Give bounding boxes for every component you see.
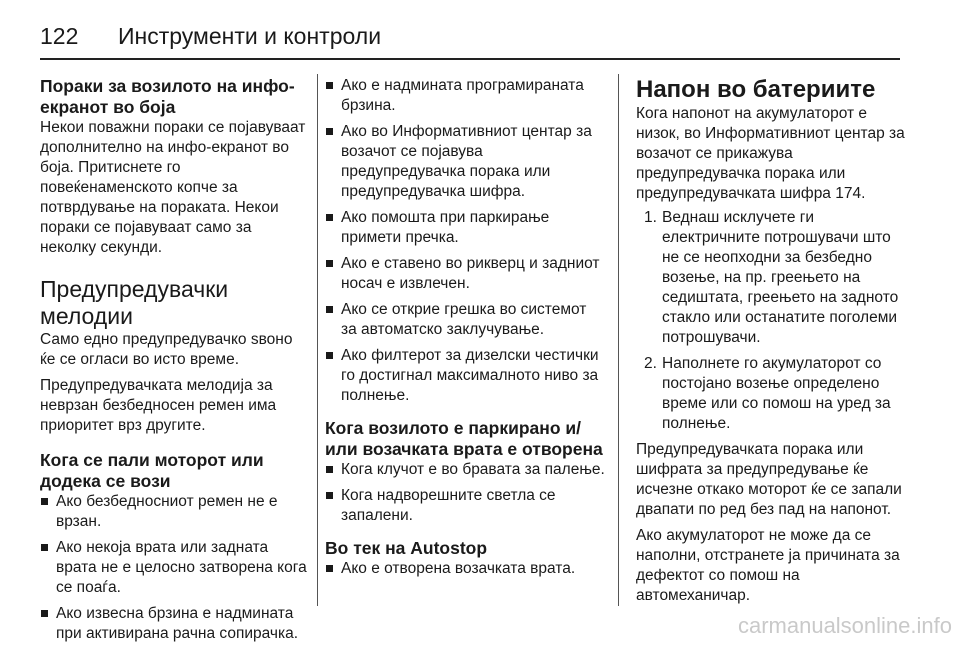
list-item: Кога надворешните светла се запалени.: [325, 486, 605, 526]
section-title-autostop: Во тек на Autostop: [325, 538, 488, 558]
numbered-list: [636, 208, 906, 434]
paragraph: Само едно предупредувачко ѕвоно ќе се огласи во исто време.: [40, 331, 293, 368]
section-title-driving: Кога се пали моторот или додека се вози: [40, 450, 264, 491]
section-title-messages: Пораки за возилото на инфо-екранот во боја: [40, 76, 295, 117]
list-item: Ако е отворена возачката врата.: [325, 559, 605, 579]
step-number: 2.: [644, 355, 657, 372]
column-right: [636, 76, 906, 606]
paragraph: Некои поважни пораки се појавуваат дополнително на инфо-екранот во боја. Притиснете го повеќенаменското копче за потврдување на пораката. Некои пораки се појавуваат само за неколку секунди.: [40, 119, 306, 256]
column-left: [40, 76, 308, 650]
list-item: Ако е ставено во рикверц и задниот носач е извлечен.: [325, 254, 605, 294]
bullet-list: [325, 559, 605, 579]
list-item: Ако во Информативниот центар за возачот се појавува предупредувачка порака или предупредувачка шифра.: [325, 122, 605, 202]
step-text: Наполнете го акумулаторот со постојано возење определено време или со помош на уред за полнење.: [662, 355, 891, 432]
column-divider: [317, 74, 318, 606]
list-item: Ако некоја врата или задната врата не е целосно затворена кога се поаѓа.: [40, 538, 308, 598]
bullet-list: [40, 492, 308, 644]
watermark: carmanualsonline.info: [737, 613, 952, 638]
list-item: Ако извесна брзина е надмината при активирана рачна сопирачка.: [40, 604, 308, 644]
section-title-battery-voltage: Напон во батериите: [636, 76, 876, 103]
list-item: [636, 354, 906, 434]
page-header: [40, 16, 900, 56]
paragraph: Ако акумулаторот не може да се наполни, отстранете ја причината за дефектот со помош на автомеханичар.: [636, 527, 900, 604]
section-title-parked: Кога возилото е паркирано и/или возачката врата е отворена: [325, 418, 603, 459]
list-item: Ако се открие грешка во системот за автоматско заклучување.: [325, 300, 605, 340]
page-number: 122: [40, 22, 79, 49]
bullet-list: [325, 76, 605, 406]
bullet-list: [325, 460, 605, 526]
list-item: Ако е надмината програмираната брзина.: [325, 76, 605, 116]
list-item: Ако безбедносниот ремен не е врзан.: [40, 492, 308, 532]
list-item: Кога клучот е во бравата за палење.: [325, 460, 605, 480]
step-text: Веднаш исклучете ги електричните потрошувачи што не се неопходни за безбедно возење, на пр. греењето на седиштата, греењето на задното стакло или останатите поголеми потрошувачи.: [662, 209, 899, 346]
step-number: 1.: [644, 209, 657, 226]
header-rule: [40, 58, 900, 60]
paragraph: Предупредувачката порака или шифрата за предупредување ќе исчезне откако моторот ќе се запали двапати по ред без пад на напонот.: [636, 441, 902, 518]
section-title-warning-chimes: Предупредувачки мелодии: [40, 276, 229, 329]
list-item: Ако филтерот за дизелски честички го достигнал максималното ниво за полнење.: [325, 346, 605, 406]
column-middle: [325, 76, 605, 585]
paragraph: Кога напонот на акумулаторот е низок, во Информативниот центар за возачот се прикажува предупредувачка порака или предупредувачката шифра 174.: [636, 105, 905, 202]
column-divider: [618, 74, 619, 606]
list-item: Ако помошта при паркирање примети пречка.: [325, 208, 605, 248]
paragraph: Предупредувачката мелодија за неврзан безбедносен ремен има приоритет врз другите.: [40, 377, 277, 434]
list-item: [636, 208, 906, 348]
chapter-title: Инструменти и контроли: [118, 22, 382, 49]
